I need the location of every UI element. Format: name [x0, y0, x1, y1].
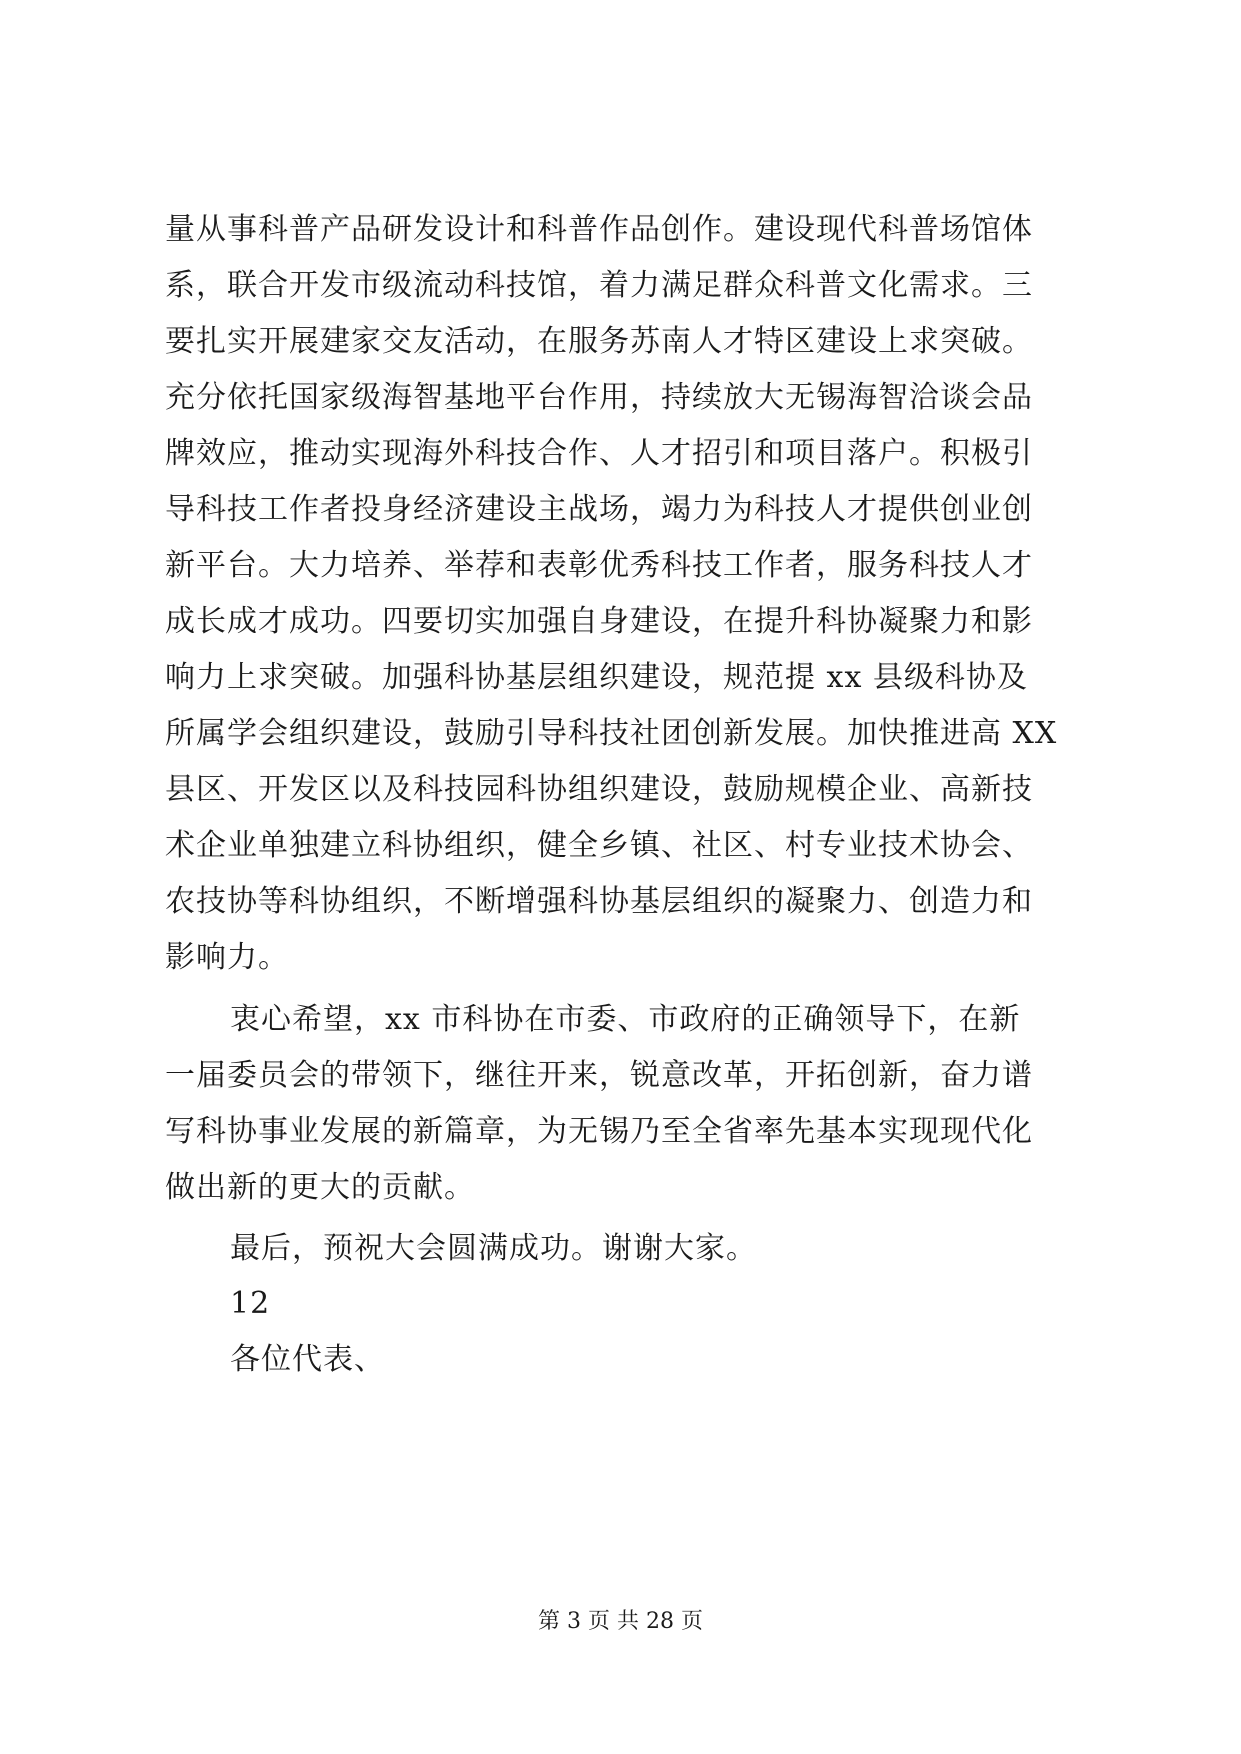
paragraph-2-line-1: 衷心希望，xx 市科协在市委、市政府的正确领导下，在新	[230, 1002, 1021, 1037]
closing-line: 最后，预祝大会圆满成功。谢谢大家。	[230, 1231, 757, 1266]
body-line-7: 新平台。大力培养、举荐和表彰优秀科技工作者，服务科技人才	[165, 548, 1033, 583]
paragraph-2-line-4: 做出新的更大的贡献。	[165, 1170, 475, 1205]
body-line-5: 牌效应，推动实现海外科技合作、人才招引和项目落户。积极引	[165, 436, 1033, 471]
page-footer: 第 3 页 共 28 页	[538, 1609, 703, 1634]
body-line-9: 响力上求突破。加强科协基层组织建设，规范提 xx 县级科协及	[165, 660, 1028, 695]
body-line-4: 充分依托国家级海智基地平台作用，持续放大无锡海智洽谈会品	[165, 380, 1033, 415]
body-line-11: 县区、开发区以及科技园科协组织建设，鼓励规模企业、高新技	[165, 772, 1033, 807]
body-line-8: 成长成才成功。四要切实加强自身建设，在提升科协凝聚力和影	[165, 604, 1033, 639]
paragraph-2-line-2: 一届委员会的带领下，继往开来，锐意改革，开拓创新，奋力谱	[165, 1058, 1033, 1093]
body-line-2: 系，联合开发市级流动科技馆，着力满足群众科普文化需求。三	[165, 268, 1033, 303]
body-line-6: 导科技工作者投身经济建设主战场，竭力为科技人才提供创业创	[165, 492, 1033, 527]
body-line-3: 要扎实开展建家交友活动，在服务苏南人才特区建设上求突破。	[165, 324, 1033, 359]
salutation-line: 各位代表、	[230, 1342, 385, 1377]
paragraph-2-line-3: 写科协事业发展的新篇章，为无锡乃至全省率先基本实现现代化	[165, 1114, 1033, 1149]
number-line: 12	[230, 1286, 271, 1321]
body-line-14: 影响力。	[165, 940, 289, 975]
body-line-12: 术企业单独建立科协组织，健全乡镇、社区、村专业技术协会、	[165, 828, 1033, 863]
body-line-10: 所属学会组织建设，鼓励引导科技社团创新发展。加快推进高 XX	[165, 716, 1058, 751]
body-line-1: 量从事科普产品研发设计和科普作品创作。建设现代科普场馆体	[165, 212, 1033, 247]
body-line-13: 农技协等科协组织，不断增强科协基层组织的凝聚力、创造力和	[165, 884, 1033, 919]
